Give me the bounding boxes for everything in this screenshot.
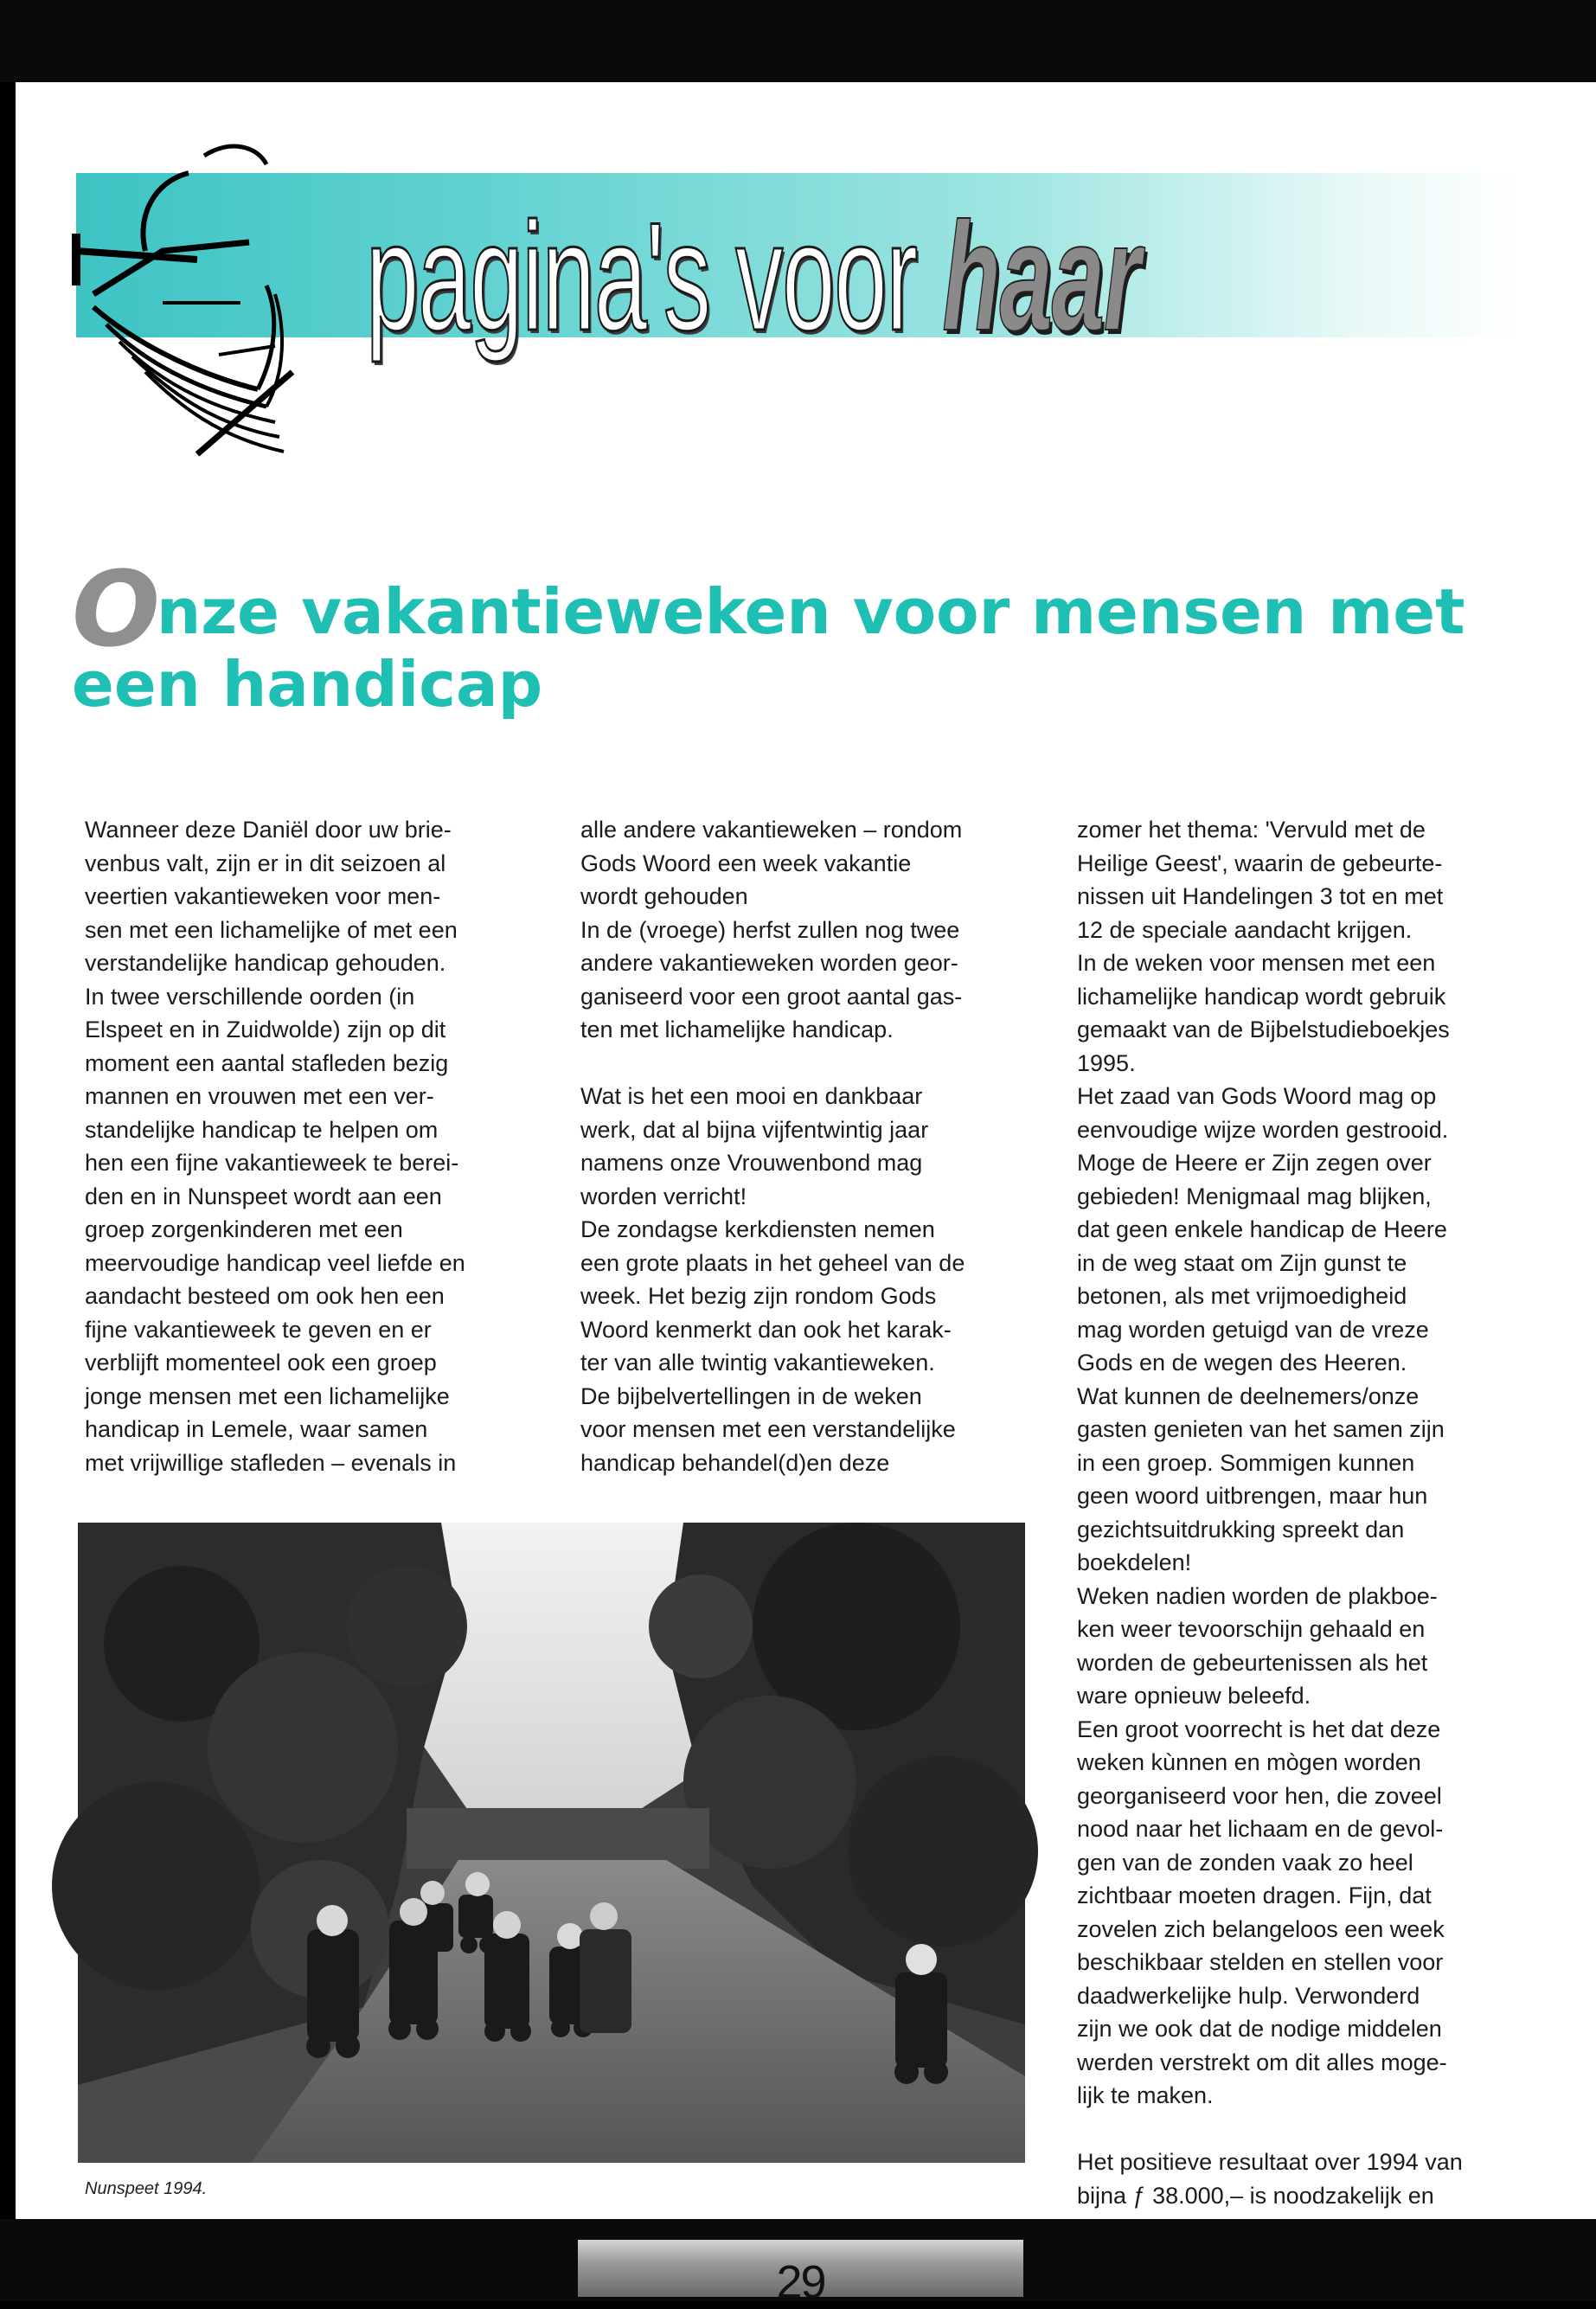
text-line: gezichtsuitdrukking spreekt dan [1077, 1516, 1405, 1543]
section-title-bold: haar [942, 190, 1140, 362]
text-line: Wanneer deze Daniël door uw brie- [85, 817, 452, 843]
text-column-2 [580, 813, 1030, 1479]
text-line: handicap behandel(d)en deze [580, 1449, 890, 1476]
text-line: venbus valt, zijn er in dit seizoen al [85, 850, 446, 876]
text-line: ganiseerd voor een groot aantal gas- [580, 983, 963, 1010]
text-line: lijk te maken. [1077, 2082, 1214, 2108]
article-headline [72, 550, 1542, 721]
text-line: gebieden! Menigmaal mag blijken, [1077, 1183, 1432, 1209]
text-line: andere vakantieweken worden geor- [580, 950, 958, 976]
text-line: ter van alle twintig vakantieweken. [580, 1350, 935, 1376]
text-line: Gods Woord een week vakantie [580, 850, 912, 876]
text-line: mannen en vrouwen met een ver- [85, 1083, 434, 1109]
text-line: dat geen enkele handicap de Heere [1077, 1216, 1447, 1242]
text-line: eenvoudige wijze worden gestrooid. [1077, 1116, 1449, 1143]
text-line: In twee verschillende oorden (in [85, 983, 415, 1010]
text-line: standelijke handicap te helpen om [85, 1116, 439, 1143]
text-line: bijna ƒ 38.000,– is noodzakelijk en [1077, 2182, 1434, 2209]
text-line: sen met een lichamelijke of met een [85, 916, 458, 943]
text-line: worden de gebeurtenissen als het [1077, 1649, 1428, 1676]
text-line: zomer het thema: 'Vervuld met de [1077, 817, 1426, 843]
section-title-thin: pagina's voor [366, 190, 917, 362]
text-line: week. Het bezig zijn rondom Gods [580, 1283, 937, 1309]
text-line: geen woord uitbrengen, maar hun [1077, 1483, 1428, 1509]
magazine-page [16, 82, 1596, 2308]
text-line: Woord kenmerkt dan ook het karak- [580, 1316, 952, 1343]
article-photo [78, 1523, 1025, 2163]
text-line: aandacht besteed om ook hen een [85, 1283, 445, 1309]
text-line: ware opnieuw beleefd. [1077, 1683, 1311, 1709]
text-line: 1995. [1077, 1049, 1136, 1076]
text-line: Weken nadien worden de plakboe- [1077, 1582, 1438, 1609]
text-line: Heilige Geest', waarin de gebeurte- [1077, 850, 1443, 876]
text-line: mag worden getuigd van de vreze [1077, 1316, 1429, 1343]
headline-line1: nze vakantieweken voor mensen met [157, 575, 1465, 648]
text-line: handicap in Lemele, waar samen [85, 1416, 428, 1442]
text-line: een grote plaats in het geheel van de [580, 1249, 965, 1276]
text-line: lichamelijke handicap wordt gebruik [1077, 983, 1446, 1010]
text-line: veertien vakantieweken voor men- [85, 883, 441, 909]
headline-line2: een handicap [72, 648, 543, 721]
text-line: met vrijwillige stafleden – evenals in [85, 1449, 457, 1476]
text-line: werk, dat al bijna vijfentwintig jaar [580, 1116, 929, 1143]
photo-illustration [78, 1523, 1025, 2163]
text-line: zichtbaar moeten dragen. Fijn, dat [1077, 1882, 1432, 1908]
text-line: voor mensen met een verstandelijke [580, 1416, 956, 1442]
text-line: gemaakt van de Bijbelstudieboekjes [1077, 1017, 1450, 1042]
photo-caption: Nunspeet 1994. [85, 2179, 208, 2198]
text-line: nood naar het lichaam en de gevol- [1077, 1816, 1444, 1842]
headline-dropcap: O [72, 550, 161, 670]
text-line: weken kùnnen en mògen worden [1077, 1749, 1421, 1775]
text-line: Wat is het een mooi en dankbaar [580, 1083, 923, 1109]
text-line: verblijft momenteel ook een groep [85, 1350, 437, 1376]
text-line: Het positieve resultaat over 1994 van [1077, 2149, 1463, 2175]
text-line: In de weken voor mensen met een [1077, 950, 1436, 976]
section-title [366, 190, 1140, 362]
text-line: beschikbaar stelden en stellen voor [1077, 1949, 1444, 1975]
text-line: werden verstrekt om dit alles moge- [1077, 2049, 1447, 2075]
text-line: Elspeet en in Zuidwolde) zijn op dit [85, 1017, 446, 1042]
text-line: in de weg staat om Zijn gunst te [1077, 1249, 1407, 1276]
text-line: moment een aantal stafleden bezig [85, 1049, 449, 1076]
text-line: gen van de zonden vaak zo heel [1077, 1849, 1413, 1876]
scan-border-top [0, 0, 1596, 82]
text-line: ken weer tevoorschijn gehaald en [1077, 1616, 1426, 1642]
text-line: verstandelijke handicap gehouden. [85, 950, 446, 976]
text-line: gasten genieten van het samen zijn [1077, 1416, 1445, 1442]
text-line: den en in Nunspeet wordt aan een [85, 1183, 442, 1209]
text-line: fijne vakantieweek te geven en er [85, 1316, 432, 1343]
text-line: betonen, als met vrijmoedigheid [1077, 1283, 1407, 1309]
text-line: Moge de Heere er Zijn zegen over [1077, 1150, 1432, 1176]
text-line: nissen uit Handelingen 3 tot en met [1077, 883, 1444, 909]
text-line: De bijbelvertellingen in de weken [580, 1382, 922, 1409]
text-line: namens onze Vrouwenbond mag [580, 1150, 923, 1176]
text-column-1 [85, 813, 535, 1479]
text-line: 12 de speciale aandacht krijgen. [1077, 916, 1413, 943]
text-line: Het zaad van Gods Woord mag op [1077, 1083, 1437, 1109]
text-line: ten met lichamelijke handicap. [580, 1017, 894, 1042]
text-line: hen een fijne vakantieweek te berei- [85, 1150, 459, 1176]
text-line: jonge mensen met een lichamelijke [85, 1382, 450, 1409]
text-line: worden verricht! [580, 1183, 747, 1209]
text-line: wordt gehouden [580, 883, 748, 909]
text-line: De zondagse kerkdiensten nemen [580, 1216, 935, 1242]
text-line: georganiseerd voor hen, die zoveel [1077, 1782, 1442, 1809]
text-line: zovelen zich belangeloos een week [1077, 1915, 1445, 1942]
text-line: Een groot voorrecht is het dat deze [1077, 1716, 1441, 1742]
text-line: meervoudige handicap veel liefde en [85, 1249, 465, 1276]
text-line: zijn we ook dat de nodige middelen [1077, 2016, 1442, 2042]
text-line: In de (vroege) herfst zullen nog twee [580, 916, 960, 943]
text-line: in een groep. Sommigen kunnen [1077, 1449, 1415, 1476]
text-line: boekdelen! [1077, 1549, 1192, 1575]
text-column-3 [1077, 813, 1544, 2212]
page-number-bar [578, 2240, 1023, 2308]
text-line: Wat kunnen de deelnemers/onze [1077, 1382, 1420, 1409]
text-line: groep zorgenkinderen met een [85, 1216, 403, 1242]
text-line: Gods en de wegen des Heeren. [1077, 1350, 1407, 1376]
page-number: 29 [776, 2256, 825, 2308]
text-line: daadwerkelijke hulp. Verwonderd [1077, 1982, 1420, 2009]
text-line: alle andere vakantieweken – rondom [580, 817, 963, 843]
